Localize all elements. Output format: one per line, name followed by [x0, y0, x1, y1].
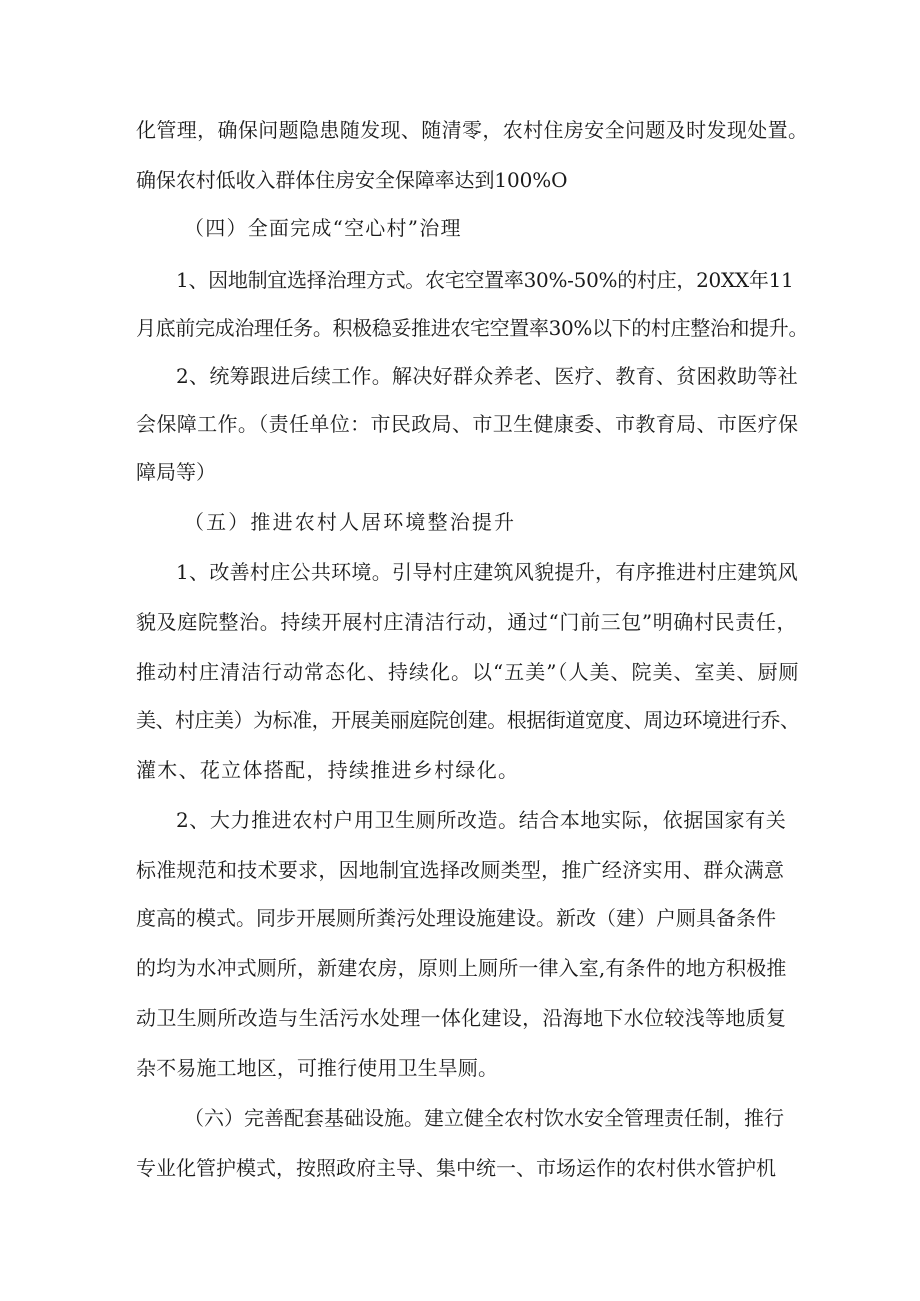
text-line: 化管理，确保问题隐患随发现、随清零，农村住房安全问题及时发现处置。: [136, 118, 809, 142]
text-line: 2、统筹跟进后续工作。解决好群众养老、医疗、教育、贫困救助等社: [176, 364, 799, 388]
text-line: 障局等）: [136, 460, 216, 484]
section-heading: （四）全面完成“空心村”治理: [184, 216, 462, 240]
text-line: 专业化管护模式，按照政府主导、集中统一、市场运作的农村供水管护机: [136, 1156, 776, 1180]
text-line: 度高的模式。同步开展厕所粪污处理设施建设。新改（建）户厕具备条件: [136, 906, 776, 930]
text-line: 1、因地制宜选择治理方式。农宅空置率30%-50%的村庄，20XX年11: [176, 268, 794, 292]
text-line: 灌木、花立体搭配，持续推进乡村绿化。: [136, 758, 520, 782]
text-line: 会保障工作。（责任单位：市民政局、市卫生健康委、市教育局、市医疗保: [136, 412, 799, 436]
text-line: 的均为水冲式厕所，新建农房，原则上厕所一律入室,有条件的地方积极推: [136, 956, 787, 980]
text-line: 1、改善村庄公共环境。引导村庄建筑风貌提升，有序推进村庄建筑风: [176, 560, 799, 584]
text-line: 确保农村低收入群体住房安全保障率达到100%O: [136, 168, 568, 192]
text-line: （六）完善配套基础设施。建立健全农村饮水安全管理责任制，推行: [184, 1106, 784, 1130]
text-line: 2、大力推进农村户用卫生厕所改造。结合本地实际，依据国家有关: [176, 808, 787, 832]
text-line: 貌及庭院整治。持续开展村庄清洁行动，通过“门前三包”明确村民责任，: [136, 610, 798, 634]
text-line: 推动村庄清洁行动常态化、持续化。以“五美”（人美、院美、室美、厨厕: [136, 660, 800, 684]
text-line: 杂不易施工地区，可推行使用卫生旱厕。: [136, 1056, 499, 1080]
text-line: 标准规范和技术要求，因地制宜选择改厕类型，推广经济实用、群众满意: [136, 858, 785, 882]
text-line: 动卫生厕所改造与生活污水处理一体化建设，沿海地下水位较浅等地质复: [136, 1006, 787, 1030]
section-heading: （五）推进农村人居环境整治提升: [184, 510, 517, 534]
text-line: 美、村庄美）为标准，开展美丽庭院创建。根据街道宽度、周边环境进行乔、: [136, 708, 800, 732]
text-line: 月底前完成治理任务。积极稳妥推进农宅空置率30%以下的村庄整治和提升。: [136, 316, 809, 340]
